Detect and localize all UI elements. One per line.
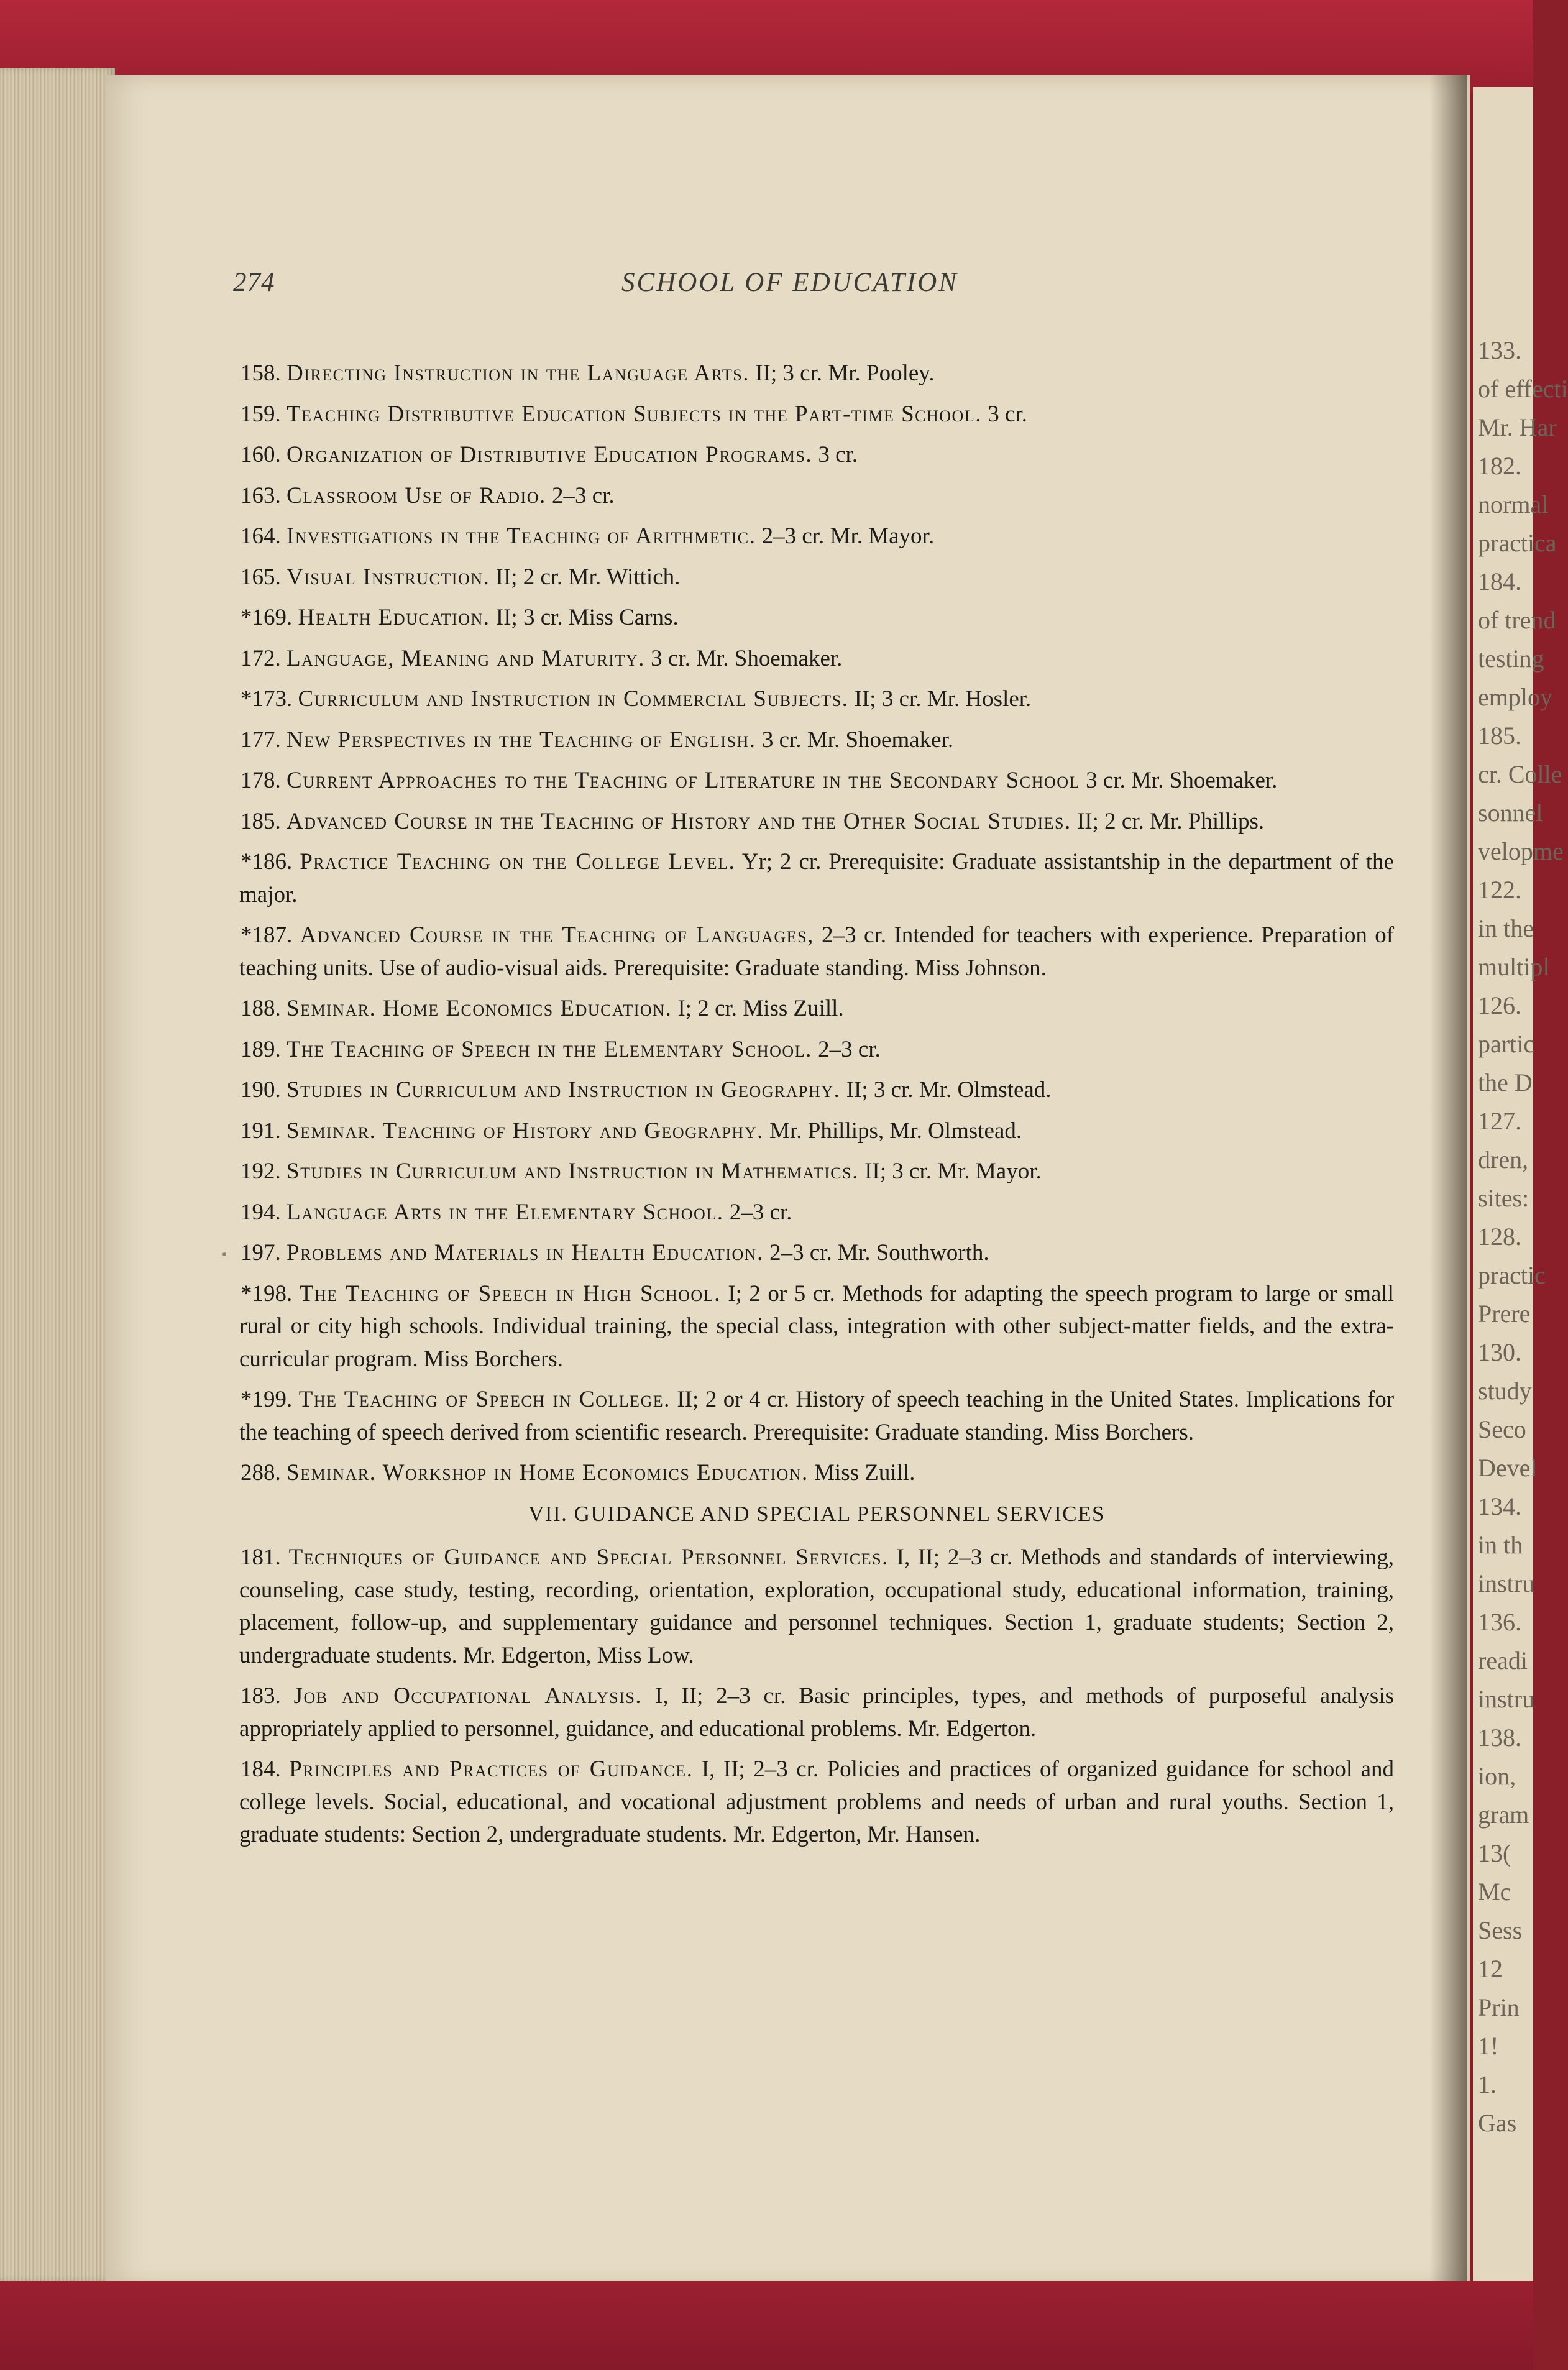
course-number: 163. [241,482,281,508]
course-title: Investigations in the Teaching of Arithmetic. [287,523,756,549]
course-details: II; 3 cr. Miss Carns. [495,605,679,630]
course-details: I, II; 2–3 cr. Methods and standards of interviewing, counseling, case study, testing, recording, orientation, exploration, occupational study, educational information, training, placement, follow-up, and supplementary guidance and personnel techniques. Section 1, graduate students; Section 2, undergraduate students. Mr. Edgerton, Miss Low. [239,1545,1395,1668]
course-details: Yr; 2 cr. Prerequisite: Graduate assistantship in the department of the major. [239,849,1394,907]
course-title: Techniques of Guidance and Special Personnel Services. [288,1545,889,1570]
course-title: Language, Meaning and Maturity. [287,645,645,671]
facing-page-fragment: the D [1478,1068,1533,1096]
course-number: 185. [241,808,281,834]
course-details: II; 3 cr. Mr. Olmstead. [846,1077,1052,1103]
course-title: New Perspectives in the Teaching of English. [287,727,756,753]
facing-page-fragment: velopme [1478,837,1564,865]
course-entry [239,1237,1394,1270]
course-details: 2–3 cr. [729,1199,792,1225]
running-title: SCHOOL OF EDUCATION [621,268,958,297]
course-title: Organization of Distributive Education Programs. [287,442,813,467]
course-details: II; 3 cr. Mr. Mayor. [864,1159,1042,1184]
course-entry [239,561,1394,594]
facing-page-fragment: Prin [1478,1993,1520,2021]
course-details: Mr. Phillips, Mr. Olmstead. [769,1118,1022,1144]
course-title: Principles and Practices of Guidance. [289,1757,694,1782]
section-heading: VII. GUIDANCE AND SPECIAL PERSONNEL SERVICES [528,1501,1105,1526]
course-title: The Teaching of Speech in the Elementary School. [287,1036,812,1062]
course-entry [239,993,1394,1026]
page-edges [0,68,115,2281]
course-title: Job and Occupational Analysis. [293,1683,643,1709]
guidance-course-entries [239,1541,1394,1852]
course-entry [239,602,1394,635]
course-number: 177. [241,727,281,753]
course-number: 191. [241,1118,281,1144]
course-title: Classroom Use of Radio. [287,482,546,508]
facing-page-fragment: of trend [1478,606,1556,634]
facing-page-fragment: Devel [1478,1454,1538,1482]
course-entry [239,1278,1394,1376]
course-entry [239,1034,1394,1067]
course-number: 184. [241,1757,281,1782]
facing-page-fragment: study [1478,1377,1532,1405]
facing-page-fragment: 127. [1478,1107,1521,1135]
course-title: Curriculum and Instruction in Commercial Subjects. [298,686,849,712]
course-number: *173. [241,686,293,712]
course-title: Seminar. Home Economics Education. [287,996,672,1021]
facing-page-fragment: 185. [1478,722,1521,750]
course-entry [239,1155,1394,1188]
facing-page-fragment: 133. [1478,336,1521,364]
course-title: Directing Instruction in the Language Arts. [287,361,750,386]
course-entry [239,1541,1394,1672]
course-entry [239,1753,1394,1852]
course-number: 178. [241,768,281,793]
facing-page-fragment: in the [1478,914,1534,942]
course-listing [239,357,1394,1860]
facing-page-fragment: 136. [1478,1608,1521,1636]
facing-page-fragment: partic [1478,1030,1535,1058]
course-number: 192. [241,1159,281,1184]
course-entry [239,398,1394,431]
course-entry [239,643,1394,676]
facing-page-fragment: 1! [1478,2032,1499,2060]
course-entries [239,357,1394,1490]
course-number: 160. [241,442,281,467]
facing-page-fragment: 182. [1478,452,1521,480]
facing-page-fragment: in th [1478,1531,1523,1559]
course-number: 158. [241,361,281,386]
course-number: 190. [241,1077,281,1103]
facing-page-fragment: 126. [1478,991,1521,1019]
course-title: Teaching Distributive Education Subjects in the Part-time School. [287,401,982,427]
course-details: I, II; 2–3 cr. Basic principles, types, and methods of purposeful analysis appropriately applied to personnel, guidance, and educational problems. Mr. Edgerton. [239,1683,1394,1742]
course-details: 2–3 cr. [551,482,615,508]
facing-page-fragment: gram [1478,1801,1529,1829]
course-details: 3 cr. Mr. Shoemaker. [651,645,843,671]
facing-page-fragment: Mr. Har [1478,413,1557,441]
course-title: Health Education. [298,605,490,630]
course-entry [239,1196,1394,1229]
course-number: *186. [241,849,293,875]
facing-page-fragment: 1. [1478,2070,1497,2098]
facing-page-fragment: Mc [1478,1878,1511,1906]
facing-page [1473,87,1568,2287]
course-details: 3 cr. [988,401,1027,427]
course-entry [239,919,1394,985]
facing-page-fragment: practic [1478,1261,1546,1289]
facing-page-fragment: employ [1478,683,1552,711]
course-details: 2–3 cr. Mr. Mayor. [761,523,935,549]
course-title: Seminar. Teaching of History and Geography. [287,1118,764,1144]
course-number: *199. [241,1387,293,1412]
facing-page-fragment: readi [1478,1647,1528,1674]
course-entry [239,765,1394,797]
course-number: 164. [241,523,281,549]
course-details: II; 3 cr. Mr. Pooley. [755,361,935,386]
course-details: 2–3 cr. [818,1036,881,1062]
course-number: *198. [241,1280,293,1307]
facing-page-fragment: dren, [1478,1146,1529,1174]
course-entry [239,806,1394,838]
facing-page-fragment: 138. [1478,1724,1521,1752]
facing-page-fragment: ion, [1478,1762,1516,1790]
course-details: II; 2 cr. Mr. Wittich. [495,564,681,590]
course-entry [239,1384,1394,1449]
course-title: Advanced Course in the Teaching of Languages, [300,922,814,948]
facing-page-fragment: 130. [1478,1338,1521,1366]
course-details: 2–3 cr. Intended for teachers with experience. Preparation of teaching units. Use of audio-visual aids. Prerequisite: Graduate standing. Miss Johnson. [239,922,1395,981]
facing-page-fragment: cr. Colle [1478,760,1562,788]
facing-page-fragment: 13( [1478,1839,1511,1867]
facing-page-fragment: 12 [1478,1955,1503,1983]
course-details: Miss Zuill. [814,1460,915,1486]
course-details: 3 cr. Mr. Shoemaker. [761,727,954,753]
course-details: 3 cr. Mr. Shoemaker. [1086,768,1278,793]
course-entry [239,480,1394,513]
course-title: Current Approaches to the Teaching of Literature in the Secondary School [287,768,1080,793]
gutter-shadow [1429,75,1467,2287]
course-number: 172. [241,645,281,671]
course-title: Seminar. Workshop in Home Economics Education. [287,1460,809,1486]
course-title: Studies in Curriculum and Instruction in Geography. [287,1077,841,1103]
page-number: 274 [233,268,275,297]
facing-page-fragment: normal [1478,490,1549,518]
facing-page-fragment: multipl [1478,953,1550,981]
course-details: II; 2 or 4 cr. History of speech teaching in the United States. Implications for the teaching of speech derived from scientific research. Prerequisite: Graduate standing. Miss Borchers. [239,1387,1395,1445]
course-entry [239,1074,1394,1107]
course-details: I, II; 2–3 cr. Policies and practices of organized guidance for school and college levels. Social, educational, and vocational adjustment problems and needs of urban and rural youths. Section 1, graduate students: Section 2, undergraduate students. Mr. Edgerton, Mr. Hansen. [239,1757,1395,1847]
course-number: 288. [241,1460,281,1486]
facing-page-fragment: instru [1478,1685,1535,1713]
facing-page-fragment: practica [1478,529,1557,557]
course-number: 181. [241,1545,281,1570]
facing-page-fragment: sonnel [1478,799,1543,827]
book-cover-bottom [0,2281,1533,2370]
course-entry [239,1680,1394,1745]
facing-page-fragment: Gas [1478,2109,1517,2137]
course-title: The Teaching of Speech in College. [298,1387,671,1412]
course-number: 188. [241,996,281,1021]
facing-page-fragment: sites: [1478,1184,1529,1212]
facing-page-fragment: Sess [1478,1916,1523,1944]
course-number: 189. [241,1036,281,1062]
course-details: 3 cr. [818,442,858,467]
course-title: Problems and Materials in Health Education. [287,1240,764,1265]
course-entry [239,1457,1394,1490]
course-number: *169. [241,605,293,630]
course-entry [239,1115,1394,1148]
course-details: I; 2 or 5 cr. Methods for adapting the speech program to large or small rural or city high schools. Individual training, the special class, integration with other subject-matter fields, and the extra-curricular program. Miss Borchers. [239,1280,1394,1372]
course-entry [239,683,1394,716]
course-entry [239,357,1394,390]
course-number: *187. [241,922,293,948]
course-number: 194. [241,1199,281,1225]
course-number: 197. [241,1240,281,1265]
course-entry [239,724,1394,757]
facing-page-fragment: Seco [1478,1415,1526,1443]
course-title: The Teaching of Speech in High School. [299,1280,721,1307]
course-entry [239,846,1394,911]
course-number: 183. [241,1683,281,1709]
facing-page-fragment: 134. [1478,1492,1521,1520]
facing-page-fragment: of effecti [1478,375,1568,403]
facing-page-fragment: 122. [1478,876,1521,904]
course-details: II; 2 cr. Mr. Phillips. [1076,808,1265,834]
course-entry [239,439,1394,472]
course-title: Visual Instruction. [287,564,490,590]
facing-page-fragment: testing [1478,645,1544,673]
course-title: Advanced Course in the Teaching of History and the Other Social Studies. [287,808,1071,834]
course-title: Language Arts in the Elementary School. [287,1199,724,1225]
running-head [0,267,1533,305]
course-number: 165. [241,564,281,590]
course-entry [239,520,1394,553]
margin-mark [222,1252,226,1256]
course-number: 159. [241,401,281,427]
course-details: 2–3 cr. Mr. Southworth. [769,1240,989,1265]
facing-page-fragment: instru [1478,1569,1535,1597]
facing-page-fragment: 184. [1478,567,1521,595]
facing-page-fragment: Prere [1478,1300,1531,1328]
course-details: II; 3 cr. Mr. Hosler. [854,686,1032,712]
course-title: Practice Teaching on the College Level. [300,849,736,875]
course-title: Studies in Curriculum and Instruction in Mathematics. [287,1159,859,1184]
course-details: I; 2 cr. Miss Zuill. [677,996,844,1021]
facing-page-fragment: 128. [1478,1223,1521,1251]
